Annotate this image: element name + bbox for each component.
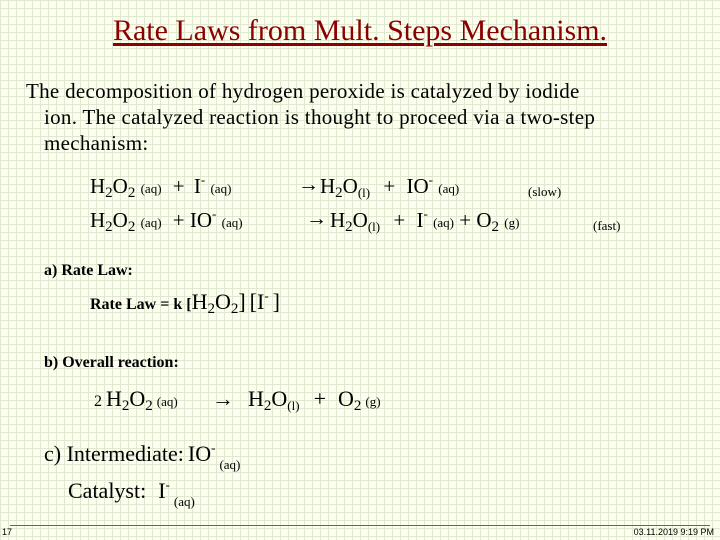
sub: 2 (491, 219, 500, 235)
slide-title: Rate Laws from Mult. Steps Mechanism. (112, 14, 608, 47)
charge: - (423, 206, 428, 221)
step-2-equation (90, 206, 243, 236)
footer-divider (10, 525, 710, 526)
iodide: I (416, 208, 424, 232)
charge: - (165, 477, 170, 492)
rate-o: O (214, 289, 231, 314)
step1-h: H (90, 174, 106, 198)
step1-sub: 2 (127, 185, 136, 201)
intro-line-1: The decomposition of hydrogen peroxide is catalyzed by iodide (26, 79, 580, 103)
sub: 2 (345, 219, 353, 235)
step-1-speed: (slow) (528, 184, 562, 199)
plus-sign: + (313, 386, 326, 411)
charge: - (200, 172, 206, 187)
sub: 2 (207, 301, 215, 317)
oxygen: O (337, 386, 354, 411)
step-1-equation (90, 172, 231, 202)
plus-sign: + (383, 174, 396, 198)
overall-reaction-products (248, 386, 381, 415)
water-h: H (330, 208, 346, 232)
sub: 2 (105, 219, 113, 235)
catalyst-line (68, 477, 195, 510)
plus-sign: + (172, 208, 185, 232)
state-label: (aq) (433, 215, 454, 230)
footer-date: 03.11.2019 9:19 PM (633, 527, 714, 537)
step2-o: O (112, 208, 128, 232)
sub: 2 (335, 185, 343, 201)
step-1-arrow: → (298, 172, 319, 196)
bracket: ] (238, 289, 246, 314)
intro-line-2: ion. The catalyzed reaction is thought to proceed via a two-step (44, 105, 596, 129)
overall-h: H (106, 386, 122, 411)
state-label: (g) (504, 215, 520, 230)
water-o: O (352, 208, 368, 232)
step2-h: H (90, 208, 106, 232)
charge: - (212, 206, 217, 221)
intermediate-line (44, 440, 240, 473)
state-label: (aq) (156, 394, 178, 409)
sub: 2 (127, 219, 136, 235)
catalyst-species: I (158, 478, 166, 503)
water-o: O (271, 386, 288, 411)
sub: 2 (145, 398, 153, 414)
water-o: O (342, 174, 358, 198)
rate-law-expression (90, 288, 280, 318)
rate-iodide: I (257, 289, 265, 314)
step-2-speed: (fast) (593, 218, 621, 233)
hypoiodite: IO (406, 174, 429, 198)
step-1-products (320, 172, 459, 202)
catalyst-label: Catalyst: (68, 478, 147, 503)
overall-o: O (129, 386, 146, 411)
state-label: (aq) (438, 181, 460, 196)
state-label: (g) (365, 394, 381, 409)
intro-line-3: mechanism: (44, 131, 149, 155)
coefficient: 2 (94, 393, 102, 410)
rate-h: H (191, 289, 208, 314)
charge: - (264, 288, 269, 303)
state-label: (aq) (221, 215, 243, 230)
slide-number: 17 (2, 527, 13, 537)
iodide: I (193, 174, 201, 198)
state-label: (aq) (210, 181, 232, 196)
part-b-label: b) Overall reaction: (44, 354, 179, 371)
state-label: (aq) (140, 181, 162, 196)
charge: - (211, 440, 216, 455)
oxygen: O (476, 208, 492, 232)
sub: 2 (353, 398, 362, 414)
bracket: ] (272, 289, 280, 314)
overall-reaction-reactants (94, 386, 178, 415)
part-a-label: a) Rate Law: (44, 262, 133, 279)
intro-paragraph (26, 78, 595, 156)
sub: 2 (263, 398, 272, 414)
state-label: (aq) (219, 457, 241, 472)
plus-sign: + (172, 174, 185, 198)
sub: 2 (230, 301, 239, 317)
overall-arrow: → (212, 386, 234, 411)
charge: - (428, 172, 433, 187)
plus-sign: + (459, 208, 472, 232)
step1-sub: 2 (105, 185, 113, 201)
step-2-arrow: → (306, 206, 327, 230)
water-h: H (320, 174, 336, 198)
sub: 2 (121, 398, 130, 414)
intermediate-species: IO (187, 441, 212, 466)
state-label: (l) (357, 185, 371, 200)
state-label: (aq) (140, 215, 162, 230)
rate-law-prefix: Rate Law = k [ (90, 296, 192, 313)
water-h: H (248, 386, 264, 411)
intermediate-label: c) Intermediate: (44, 441, 184, 466)
state-label: (l) (287, 398, 300, 413)
bracket: [ (249, 289, 257, 314)
plus-sign: + (393, 208, 406, 232)
step-2-products (330, 206, 519, 236)
state-label: (aq) (173, 494, 195, 509)
state-label: (l) (367, 219, 381, 234)
step1-o: O (112, 174, 128, 198)
hypoiodite: IO (189, 208, 213, 232)
